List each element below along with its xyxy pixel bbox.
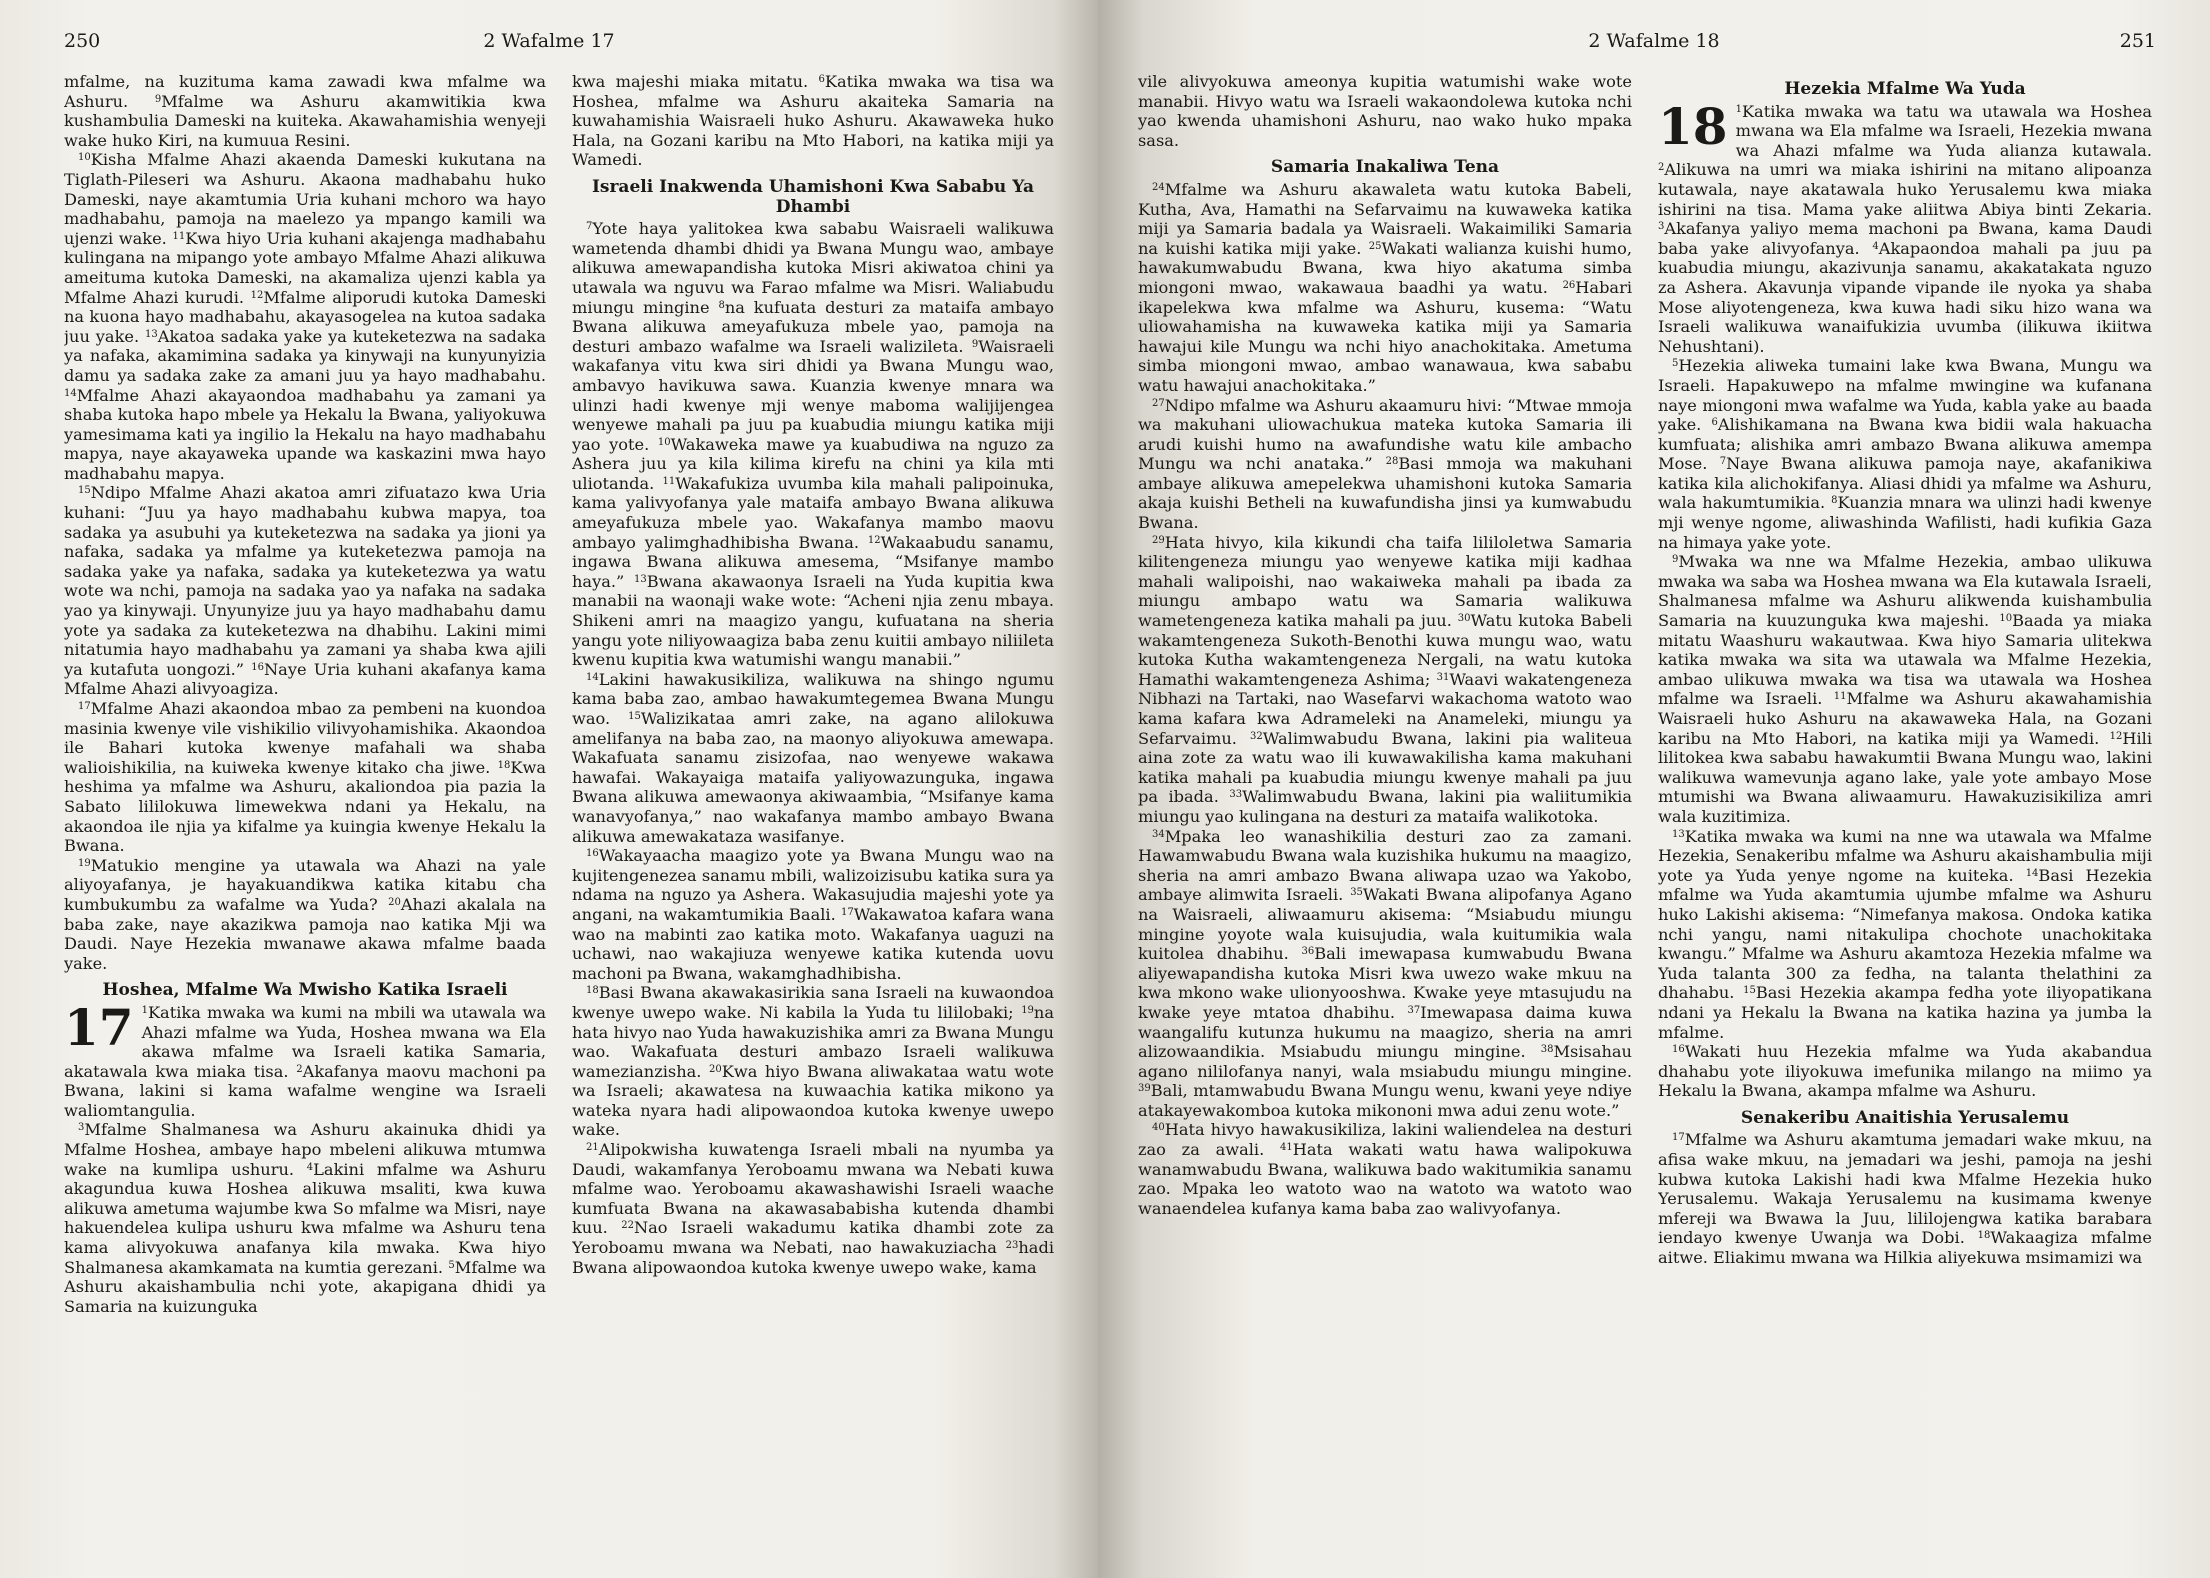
section-heading: Hoshea, Mfalme Wa Mwisho Katika Israeli <box>102 980 508 1001</box>
text-column <box>572 72 1054 1538</box>
section-heading: Senakeribu Anaitishia Yerusalemu <box>1740 1107 2070 1128</box>
verse-paragraph: vile alivyokuwa ameonya kupitia watumishi wake wote manabii. Hivyo watu wa Israeli wakaondolewa kutoka nchi yao kwenda uhamishoni Ashuru, nao wako huko mpaka sasa. <box>1138 72 1632 150</box>
verse-paragraph: $^{27}$Ndipo mfalme wa Ashuru akaamuru hivi: “Mtwae mmoja wa makuhani uliowachukua mateka kutoka Samaria ili arudi kuishi humo na awafundishe watu kile ambacho Mungu wa nchi anataka.” $^{28}$Basi mmoja wa makuhani ambaye alikuwa amepelekwa uhamishoni kutoka Samaria akaja kuishi Betheli na kuwafundisha jinsi ya kumwabudu Bwana. <box>1138 395 1632 533</box>
text-columns <box>64 72 1054 1538</box>
running-title: 2 Wafalme 17 <box>483 30 615 52</box>
chapter-number: 18 <box>1658 96 1728 156</box>
verse-paragraph: $^{17}$Mfalme wa Ashuru akamtuma jemadari wake mkuu, na afisa wake mkuu, na jemadari wa jeshi, pamoja na jeshi kubwa kutoka Lakishi hadi kwa Mfalme Hezekia huko Yerusalemu. Wakaja Yerusalemu na kusimama kwenye mfereji wa Bwawa la Juu, lililojengwa katika barabara iendayo kwenye Uwanja wa Dobi. $^{18}$Wakaagiza mfalme aitwe. Eliakimu mwana wa Hilkia aliyekuwa msimamizi wa <box>1658 1130 2152 1268</box>
running-title: 2 Wafalme 18 <box>1588 30 1720 52</box>
verse-paragraph: $^9$Mwaka wa nne wa Mfalme Hezekia, ambao ulikuwa mwaka wa saba wa Hoshea mwana wa Ela kutawala Israeli, Shalmanesa mfalme wa Ashuru alikwenda kuishambulia Samaria na kuuzunguka kwa majeshi. $^{10}$Baada ya miaka mitatu Waashuru wakautwaa. Kwa hiyo Samaria ulitekwa katika mwaka wa sita wa utawala wa Mfalme Hezekia, ambao ulikuwa mwaka wa tisa wa utawala wa Hoshea mfalme wa Israeli. $^{11}$Mfalme wa Ashuru akawahamishia Waisraeli huko Ashuru na akawaweka Hala, na Gozani karibu na Mto Habori, na katika miji ya Wamedi. $^{12}$Hili lilitokea kwa sababu hawakumtii Bwana Mungu wao, lakini walikuwa wamevunja agano lake, yale yote ambayo Mose mtumishi wa Bwana aliwaamuru. Hawakuzisikiliza amri wala kuzitimiza. <box>1658 552 2152 826</box>
verse-paragraph: $^{15}$Ndipo Mfalme Ahazi akatoa amri zifuatazo kwa Uria kuhani: “Juu ya hayo madhabahu kubwa mapya, toa sadaka ya asubuhi ya kuteketezwa na sadaka ya jioni ya nafaka, sadaka ya mfalme ya kuteketezwa pamoja na sadaka yake ya nafaka, sadaka ya kuteketezwa ya watu wote wa nchi, pamoja na sadaka yao ya nafaka na sadaka yao ya kinywaji. Unyunyize juu ya hayo madhabahu damu yote ya sadaka za kuteketezwa na dhabihu. Lakini mimi nitatumia hayo madhabahu ya zamani ya shaba kwa ajili ya kutafuta uongozi.” $^{16}$Naye Uria kuhani akafanya kama Mfalme Ahazi alivyoagiza. <box>64 483 546 699</box>
verse-paragraph: $^3$Mfalme Shalmanesa wa Ashuru akainuka dhidi ya Mfalme Hoshea, ambaye hapo mbeleni alikuwa mtumwa wake na kumlipa ushuru. $^4$Lakini mfalme wa Ashuru akagundua kuwa Hoshea alikuwa msaliti, kwa kuwa alikuwa ametuma wajumbe kwa So mfalme wa Misri, naye hakuendelea kulipa ushuru kwa mfalme wa Ashuru tena kama alivyokuwa anafanya kila mwaka. Kwa hiyo Shalmanesa akamkamata na kumtia gerezani. $^5$Mfalme wa Ashuru akaishambulia nchi yote, akapigana dhidi ya Samaria na kuizunguka <box>64 1120 546 1316</box>
page-number: 250 <box>64 30 101 52</box>
verse-paragraph: mfalme, na kuzituma kama zawadi kwa mfalme wa Ashuru. $^9$Mfalme wa Ashuru akamwitikia kwa kushambulia Dameski na kuiteka. Akawahamishia wenyeji wake huko Kiri, na kumuua Resini. <box>64 72 546 150</box>
verse-paragraph: $^{16}$Wakayaacha maagizo yote ya Bwana Mungu wao na kujitengenezea sanamu mbili, walizoizisubu katika sura ya ndama na nguzo ya Ashera. Wakasujudia majeshi yote ya angani, na wakamtumikia Baali. $^{17}$Wakawatoa kafara wana wao na mabinti zao katika moto. Wakafanya uaguzi na uchawi, nao wakajiuza wenyewe katika kutenda uovu machoni pa Bwana, wakamghadhibisha. <box>572 846 1054 983</box>
verse-paragraph: $^{34}$Mpaka leo wanashikilia desturi zao za zamani. Hawamwabudu Bwana wala kuzishika hukumu na maagizo, sheria na amri ambazo Bwana aliwapa uzao wa Yakobo, ambaye alimwita Israeli. $^{35}$Wakati Bwana alipofanya Agano na Waisraeli, aliwaamuru akisema: “Msiabudu miungu mingine yoyote wala kuisujudia, wala kuitumikia wala kuitolea dhabihu. $^{36}$Bali imewapasa kumwabudu Bwana aliyewapandisha kutoka Misri kwa uwezo wake mkuu na kwa mkono wake ulionyooshwa. Kwake yeye mtasujudu na kwake yeye mtatoa dhabihu. $^{37}$Imewapasa daima kuwa waangalifu kutunza hukumu na maagizo, sheria na amri alizowaandikia. Msiabudu miungu mingine. $^{38}$Msisahau agano nililofanya nanyi, wala msiabudu miungu mingine. $^{39}$Bali, mtamwabudu Bwana Mungu wenu, kwani yeye ndiye atakayewakomboa kutoka mikononi mwa adui zenu wote.” <box>1138 826 1632 1120</box>
chapter-paragraph: 18 $^1$Katika mwaka wa tatu wa utawala wa Hoshea mwana wa Ela mfalme wa Israeli, Hezekia mwana wa Ahazi mfalme wa Yuda alianza kutawala. $^2$Alikuwa na umri wa miaka ishirini na mitano alipoanza kutawala, naye akatawala huko Yerusalemu kwa miaka ishirini na tisa. Mama yake aliitwa Abiya binti Zekaria. $^3$Akafanya yaliyo mema machoni pa Bwana, kama Daudi baba yake alivyofanya. $^4$Akapaondoa mahali pa juu pa kuabudia miungu, akazivunja sanamu, akakatakata nguzo za Ashera. Akavunja vipande vipande ile nyoka ya shaba Mose aliyotengeneza, kwa kuwa hadi siku hizo wana wa Israeli walikuwa wanaifukizia uvumba (ilikuwa ikiitwa Nehushtani). <box>1658 96 2152 356</box>
verse-paragraph: $^{16}$Wakati huu Hezekia mfalme wa Yuda akabandua dhahabu yote iliyokuwa imefunika milango na miimo ya Hekalu la Bwana, akampa mfalme wa Ashuru. <box>1658 1042 2152 1101</box>
right-page <box>1098 0 2210 1578</box>
verse-paragraph: $^7$Yote haya yalitokea kwa sababu Waisraeli walikuwa wametenda dhambi dhidi ya Bwana Mungu wao, ambaye alikuwa amewapandisha kutoka Misri akiwatoa chini ya utawala wa nguvu wa Farao mfalme wa Misri. Waliabudu miungu mingine $^8$na kufuata desturi za mataifa ambayo Bwana alikuwa ameyafukuza mbele yao, pamoja na desturi ambazo wafalme wa Israeli walizileta. $^9$Waisraeli wakafanya vitu kwa siri dhidi ya Bwana Mungu wao, ambavyo havikuwa sawa. Kuanzia kwenye mnara wa ulinzi hadi kwenye mji wenye maboma walijijengea wenyewe mahali pa juu pa kuabudia miungu katika miji yao yote. $^{10}$Wakaweka mawe ya kuabudiwa na nguzo za Ashera juu ya kila kilima kirefu na chini ya kila mti uliotanda. $^{11}$Wakafukiza uvumba kila mahali palipoinuka, kama yalivyofanya yale mataifa ambayo Bwana alikuwa ameyafukuza mbele yao. Wakafanya mambo maovu ambayo yalimghadhibisha Bwana. $^{12}$Wakaabudu sanamu, ingawa Bwana alikuwa amesema, “Msifanye mambo haya.” $^{13}$Bwana akawaonya Israeli na Yuda kupitia kwa manabii na waonaji wake wote: “Acheni njia zenu mbaya. Shikeni amri na maagizo yangu, kufuatana na sheria yangu yote niliyowaagiza baba zenu kuitii ambayo niliileta kwenu kupitia kwa watumishi wangu manabii.” <box>572 219 1054 670</box>
verse-paragraph: $^{18}$Basi Bwana akawakasirikia sana Israeli na kuwaondoa kwenye uwepo wake. Ni kabila la Yuda tu lililobaki; $^{19}$na hata hivyo nao Yuda hawakuzishika amri za Bwana Mungu wao. Wakafuata desturi ambazo Israeli walikuwa wamezianzisha. $^{20}$Kwa hiyo Bwana aliwakataa watu wote wa Israeli; akawatesa na kuwaachia katika mikono ya wateka nyara hadi alipowaondoa kutoka kwenye uwepo wake. <box>572 983 1054 1140</box>
section-heading: Samaria Inakaliwa Tena <box>1270 157 1500 178</box>
chapter-number: 17 <box>64 997 134 1057</box>
verse-paragraph: $^5$Hezekia aliweka tumaini lake kwa Bwana, Mungu wa Israeli. Hapakuwepo na mfalme mwingine wa kufanana naye miongoni mwa wafalme wa Yuda, kabla yake au baada yake. $^6$Alishikamana na Bwana kwa bidii wala hakuacha kumfuata; alishika amri ambazo Bwana alikuwa amempa Mose. $^7$Naye Bwana alikuwa pamoja naye, akafanikiwa katika kila alichokifanya. Aliasi dhidi ya mfalme wa Ashuru, wala hakumtumikia. $^8$Kuanzia mnara wa ulinzi hadi kwenye mji wenye ngome, aliwashinda Wafilisti, hadi kufikia Gaza na himaya yake yote. <box>1658 356 2152 552</box>
text-column <box>1138 72 1632 1538</box>
text-column <box>64 72 546 1538</box>
verse-paragraph: $^{17}$Mfalme Ahazi akaondoa mbao za pembeni na kuondoa masinia kwenye vile vishikilio vilivyohamishika. Akaondoa ile Bahari kutoka kwenye mafahali wa shaba walioishikilia, na kuiweka kwenye kitako cha jiwe. $^{18}$Kwa heshima ya mfalme wa Ashuru, akaliondoa pia pazia la Sabato lililokuwa limewekwa ndani ya Hekalu, na akaondoa ile njia ya kifalme ya kuingia kwenye Hekalu la Bwana. <box>64 699 546 856</box>
verse-paragraph: $^{29}$Hata hivyo, kila kikundi cha taifa lililoletwa Samaria kilitengeneza miungu yao wenyewe katika miji kadhaa mahali walipoishi, nao wakaiweka mahali pa ibada za miungu ambapo watu wa Samaria walikuwa wametengeneza katika mahali pa juu. $^{30}$Watu kutoka Babeli wakamtengeneza Sukoth-Benothi kuwa mungu wao, watu kutoka Kutha wakamtengeneza Nergali, na watu kutoka Hamathi wakamtengeneza Ashima; $^{31}$Waavi wakatengeneza Nibhazi na Tartaki, nao Wasefarvi wakachoma watoto wao kama kafara kwa Adrameleki na Anameleki, miungu ya Sefarvaimu. $^{32}$Walimwabudu Bwana, lakini pia waliteua aina zote za watu wao ili kuwawakilisha kama makuhani katika mahali pa kuabudia miungu kwenye mahali pa juu pa ibada. $^{33}$Walimwabudu Bwana, lakini pia waliitumikia miungu yao kulingana na desturi za mataifa walikotoka. <box>1138 532 1632 826</box>
chapter-paragraph: 17 $^1$Katika mwaka wa kumi na mbili wa utawala wa Ahazi mfalme wa Yuda, Hoshea mwana wa Ela akawa mfalme wa Israeli katika Samaria, akatawala kwa miaka tisa. $^2$Akafanya maovu machoni pa Bwana, lakini si kama wafalme wengine wa Israeli waliomtangulia. <box>64 997 546 1120</box>
text-columns <box>1138 72 2152 1538</box>
section-heading: Israeli Inakwenda Uhamishoni Kwa Sababu Ya Dhambi <box>591 176 1035 217</box>
verse-paragraph: $^{40}$Hata hivyo hawakusikiliza, lakini waliendelea na desturi zao za awali. $^{41}$Hata wakati watu hawa walipokuwa wanamwabudu Bwana, walikuwa bado wakitumikia sanamu zao. Mpaka leo watoto wao na watoto wa watoto wao wanaendelea kufanya kama baba zao walivyofanya. <box>1138 1120 1632 1218</box>
verse-paragraph: $^{24}$Mfalme wa Ashuru akawaleta watu kutoka Babeli, Kutha, Ava, Hamathi na Sefarvaimu na kuwaweka katika miji ya Samaria badala ya Waisraeli. Wakaimiliki Samaria na kuishi katika miji yake. $^{25}$Wakati walianza kuishi humo, hawakumwabudu Bwana, kwa hiyo akatuma simba miongoni mwao, wakawaua baadhi ya watu. $^{26}$Habari ikapelekwa kwa mfalme wa Ashuru, kusema: “Watu uliowahamisha na kuwaweka katika miji ya Samaria hawajui kile Mungu wa nchi hiyo anachokitaka. Ametuma simba miongoni mwao, ambao wanawaua, kwa sababu watu hawajui anachokitaka.” <box>1138 179 1632 395</box>
verse-paragraph: $^{14}$Lakini hawakusikiliza, walikuwa na shingo ngumu kama baba zao, ambao hawakumtegemea Bwana Mungu wao. $^{15}$Walizikataa amri zake, na agano alilokuwa amelifanya na baba zao, na maonyo aliyokuwa amewapa. Wakafuata sanamu zisizofaa, nao wenyewe wakawa hawafai. Wakayaiga mataifa yaliyowazunguka, ingawa Bwana alikuwa amewaonya akiwaambia, “Msifanye kama wanavyofanya,” nao wakafanya mambo ambayo Bwana alikuwa amewakataza wasifanye. <box>572 669 1054 846</box>
section-heading: Hezekia Mfalme Wa Yuda <box>1784 79 2026 99</box>
verse-paragraph: $^{19}$Matukio mengine ya utawala wa Ahazi na yale aliyoyafanya, je hayakuandikwa katika kitabu cha kumbukumbu za wafalme wa Yuda? $^{20}$Ahazi akalala na baba zake, naye akazikwa pamoja nao katika Mji wa Daudi. Naye Hezekia mwanawe akawa mfalme baada yake. <box>64 855 546 973</box>
verse-paragraph: $^{13}$Katika mwaka wa kumi na nne wa utawala wa Mfalme Hezekia, Senakeribu mfalme wa Ashuru akaishambulia miji yote ya Yuda yenye ngome na kuiteka. $^{14}$Basi Hezekia mfalme wa Yuda akamtumia ujumbe mfalme wa Ashuru huko Lakishi akisema: “Nimefanya makosa. Ondoka katika nchi yangu, nami nitakulipa chochote unachokitaka kwangu.” Mfalme wa Ashuru akamtoza Hezekia mfalme wa Yuda talanta 300 za fedha, na talanta thelathini za dhahabu. $^{15}$Basi Hezekia akampa fedha yote iliyopatikana ndani ya Hekalu la Bwana na katika hazina ya jumba la mfalme. <box>1658 826 2152 1042</box>
left-page <box>0 0 1098 1578</box>
verse-paragraph: kwa majeshi miaka mitatu. $^6$Katika mwaka wa tisa wa Hoshea, mfalme wa Ashuru akaiteka Samaria na kuwahamishia Waisraeli huko Ashuru. Akawaweka huko Hala, na Gozani karibu na Mto Habori, na katika miji ya Wamedi. <box>572 72 1054 170</box>
page-number: 251 <box>2119 30 2156 52</box>
verse-paragraph: $^{10}$Kisha Mfalme Ahazi akaenda Dameski kukutana na Tiglath-Pileseri wa Ashuru. Akaona madhabahu huko Dameski, naye akamtumia Uria kuhani mchoro wa hayo madhabahu, pamoja na maelezo ya mpango kamili wa ujenzi wake. $^{11}$Kwa hiyo Uria kuhani akajenga madhabahu kulingana na mipango yote ambayo Mfalme Ahazi alikuwa ameituma kutoka Dameski, na akamaliza ujenzi kabla ya Mfalme Ahazi kurudi. $^{12}$Mfalme aliporudi kutoka Dameski na kuona hayo madhabahu, akayasogelea na kutoa sadaka juu yake. $^{13}$Akatoa sadaka yake ya kuteketezwa na sadaka ya nafaka, akamimina sadaka ya kinywaji na kunyunyizia damu ya sadaka zake za amani juu ya hayo madhabahu. $^{14}$Mfalme Ahazi akayaondoa madhabahu ya zamani ya shaba kutoka hapo mbele ya Hekalu la Bwana, yaliyokuwa yamesimama kati ya ingilio la Hekalu na hayo madhabahu mapya, naye akayaweka upande wa kaskazini mwa hayo madhabahu mapya. <box>64 150 546 483</box>
verse-paragraph: $^{21}$Alipokwisha kuwatenga Israeli mbali na nyumba ya Daudi, wakamfanya Yeroboamu mwana wa Nebati kuwa mfalme wao. Yeroboamu akawashawishi Israeli waache kumfuata Bwana na akawasababisha kutenda dhambi kuu. $^{22}$Nao Israeli wakadumu katika dhambi zote za Yeroboamu mwana wa Nebati, nao hawakuziacha $^{23}$hadi Bwana alipowaondoa kutoka kwenye uwepo wake, kama <box>572 1140 1054 1277</box>
text-column <box>1658 72 2152 1538</box>
